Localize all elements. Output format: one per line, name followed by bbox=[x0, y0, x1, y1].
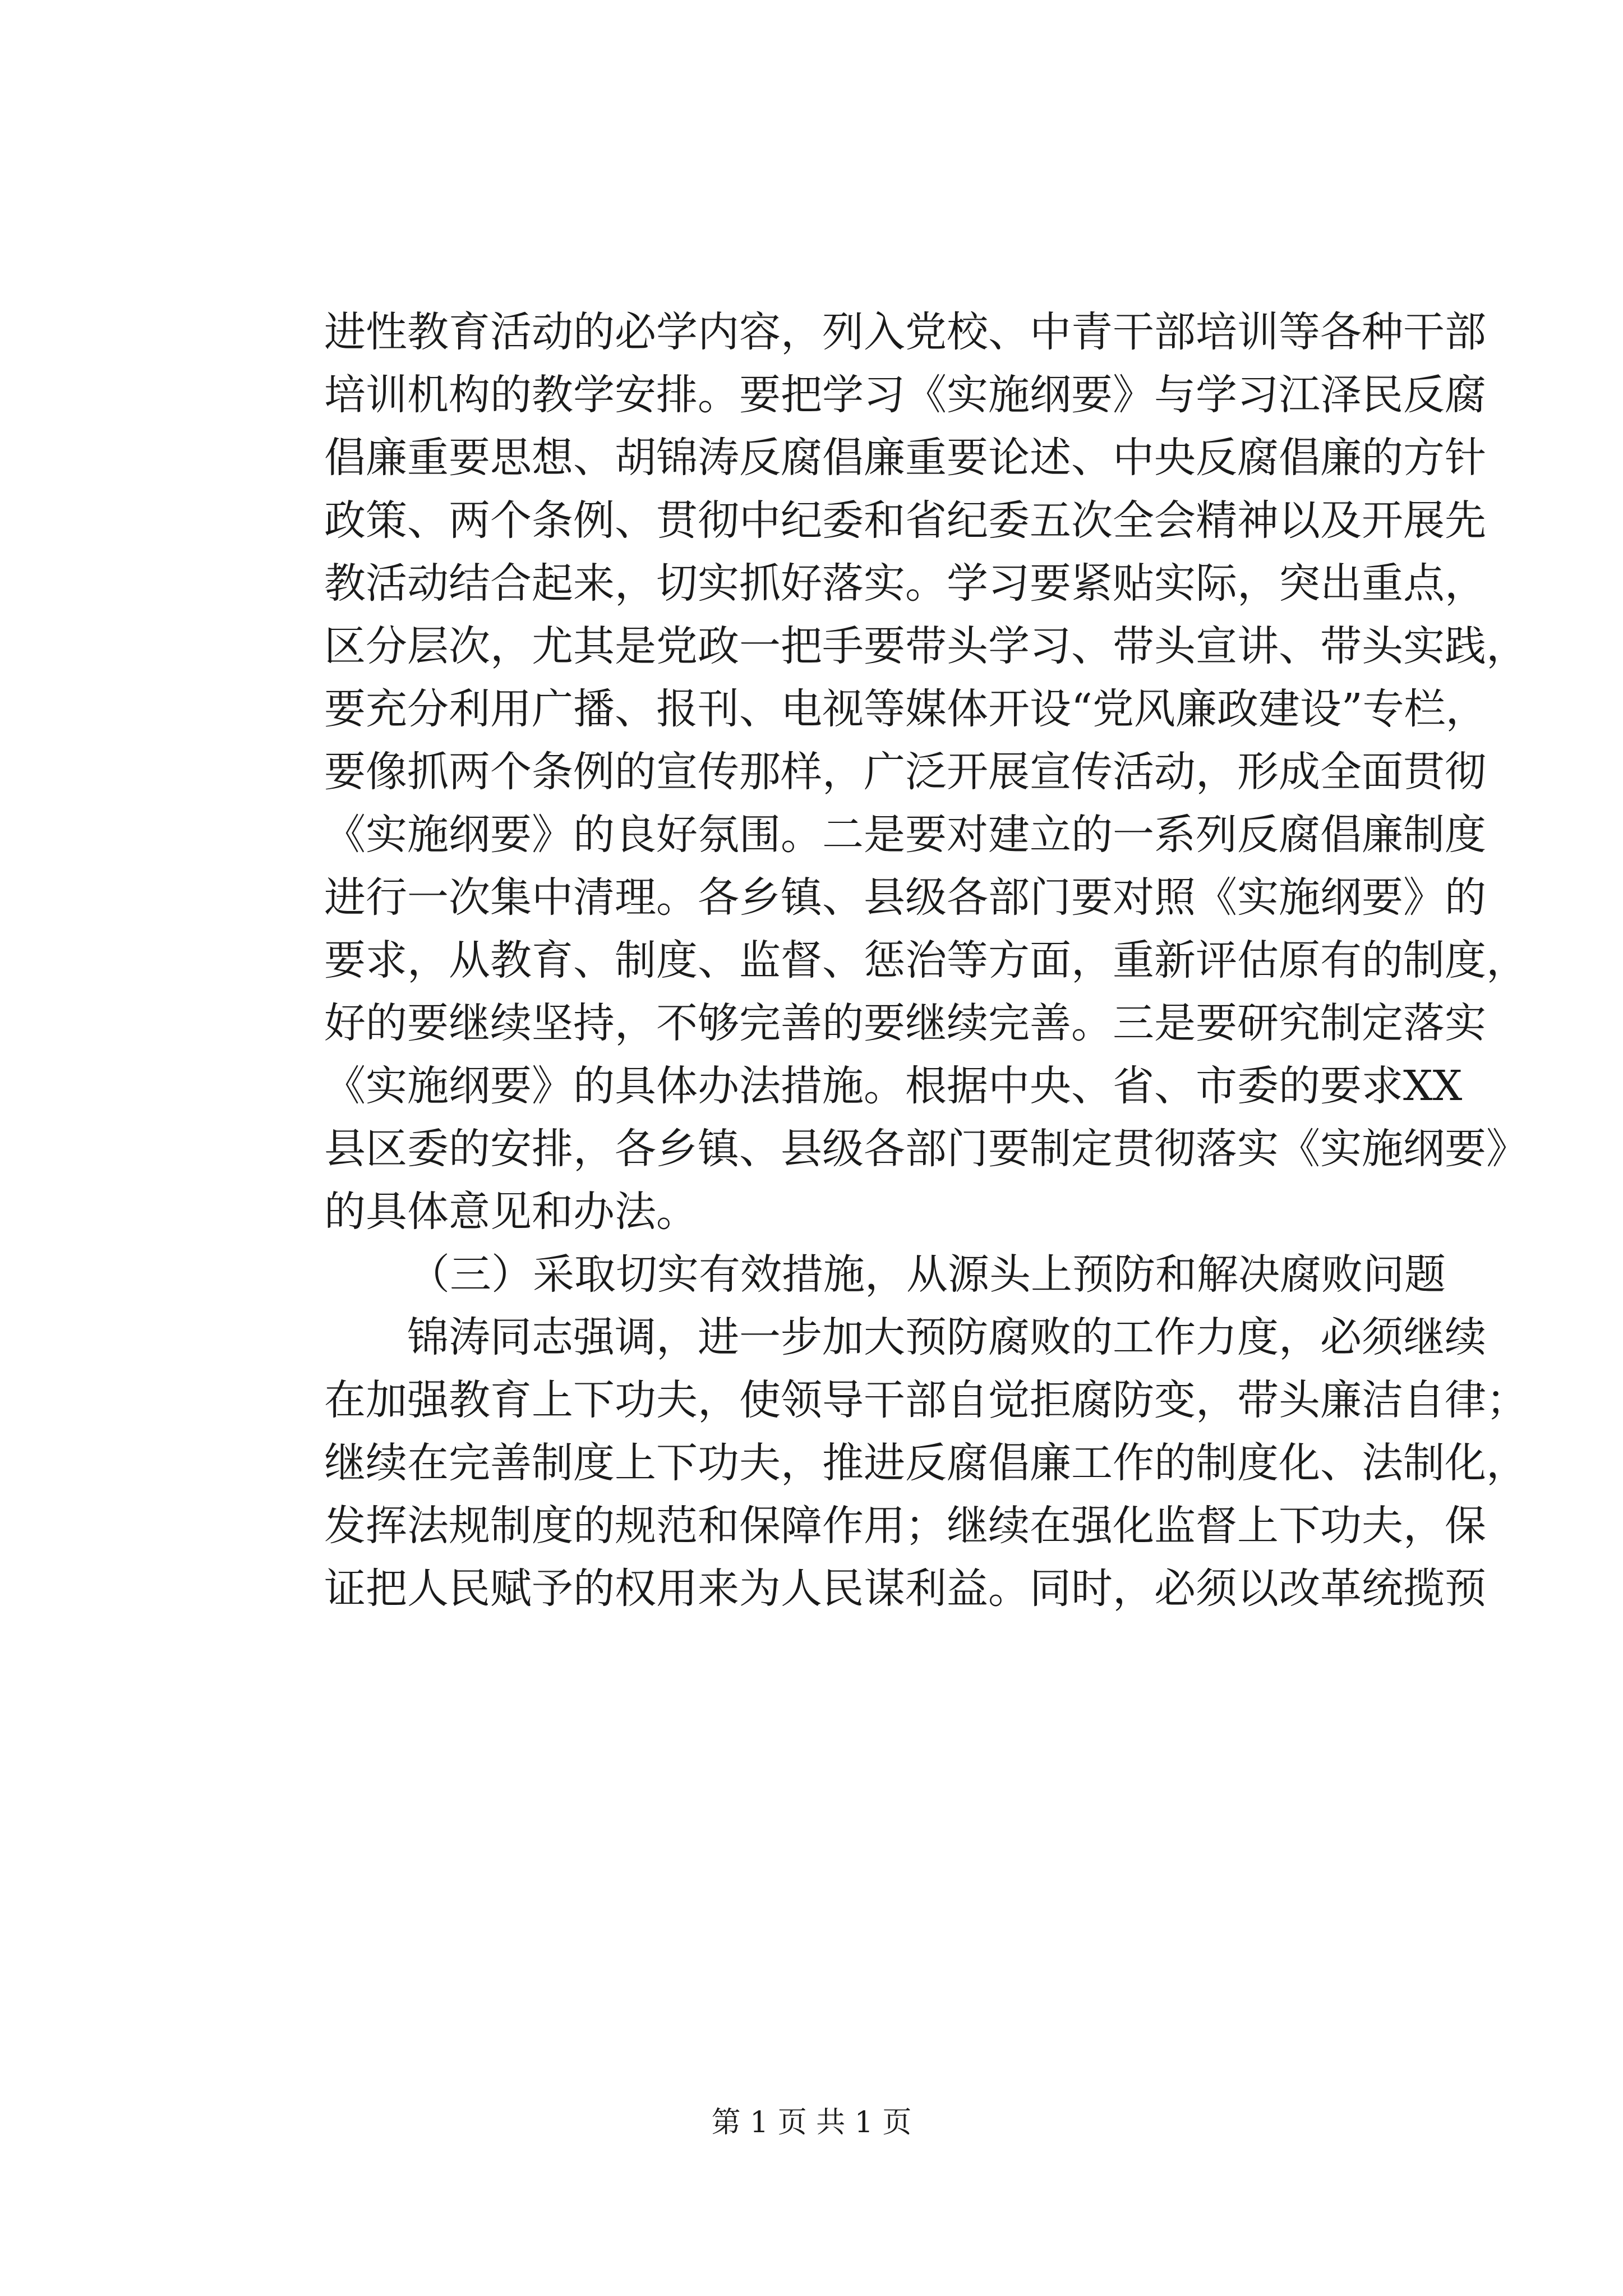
text-line: 要求，从教育、制度、监督、惩治等方面，重新评估原有的制度， bbox=[324, 936, 1528, 984]
text-line: 的具体意见和办法。 bbox=[324, 1188, 698, 1236]
text-line: 要像抓两个条例的宣传那样，广泛开展宣传活动，形成全面贯彻 bbox=[324, 748, 1486, 796]
page-footer bbox=[0, 2105, 1623, 2141]
document-body bbox=[324, 301, 1528, 1620]
text-line: 好的要继续坚持，不够完善的要继续完善。三是要研究制定落实 bbox=[324, 999, 1486, 1047]
text-line: 县区委的安排，各乡镇、县级各部门要制定贯彻落实《实施纲要》 bbox=[324, 1125, 1528, 1173]
text-line: 区分层次，尤其是党政一把手要带头学习、带头宣讲、带头实践， bbox=[324, 622, 1528, 670]
section-heading-text: （三）采取切实有效措施，从源头上预防和解决腐败问题 bbox=[408, 1250, 1446, 1299]
text-line: 在加强教育上下功夫，使领导干部自觉拒腐防变，带头廉洁自律； bbox=[324, 1376, 1528, 1424]
text-line: 进行一次集中清理。各乡镇、县级各部门要对照《实施纲要》的 bbox=[324, 873, 1486, 922]
page-number: 第 1 页 共 1 页 bbox=[711, 2106, 912, 2139]
text-line: 《实施纲要》的良好氛围。二是要对建立的一系列反腐倡廉制度 bbox=[324, 811, 1486, 859]
text-line: 证把人民赋予的权用来为人民谋利益。同时，必须以改革统揽预 bbox=[324, 1565, 1486, 1613]
indented-text: 锦涛同志强调，进一步加大预防腐败的工作力度，必须继续 bbox=[407, 1313, 1486, 1361]
text-line: 政策、两个条例、贯彻中纪委和省纪委五次全会精神以及开展先 bbox=[324, 496, 1486, 545]
text-line: 倡廉重要思想、胡锦涛反腐倡廉重要论述、中央反腐倡廉的方针 bbox=[324, 434, 1486, 482]
text-line: 《实施纲要》的具体办法措施。根据中央、省、市委的要求XX bbox=[324, 1062, 1463, 1110]
text-line: 教活动结合起来，切实抓好落实。学习要紧贴实际，突出重点， bbox=[324, 559, 1486, 608]
text-line-indented bbox=[324, 1306, 1486, 1369]
text-line: 继续在完善制度上下功夫，推进反腐倡廉工作的制度化、法制化， bbox=[324, 1439, 1528, 1487]
text-line: 要充分利用广播、报刊、电视等媒体开设“党风廉政建设”专栏， bbox=[324, 685, 1487, 733]
text-line: 培训机构的教学安排。要把学习《实施纲要》与学习江泽民反腐 bbox=[324, 371, 1486, 419]
text-line: 进性教育活动的必学内容，列入党校、中青干部培训等各种干部 bbox=[324, 308, 1486, 356]
section-heading bbox=[324, 1243, 1446, 1306]
text-line: 发挥法规制度的规范和保障作用；继续在强化监督上下功夫，保 bbox=[324, 1502, 1486, 1550]
